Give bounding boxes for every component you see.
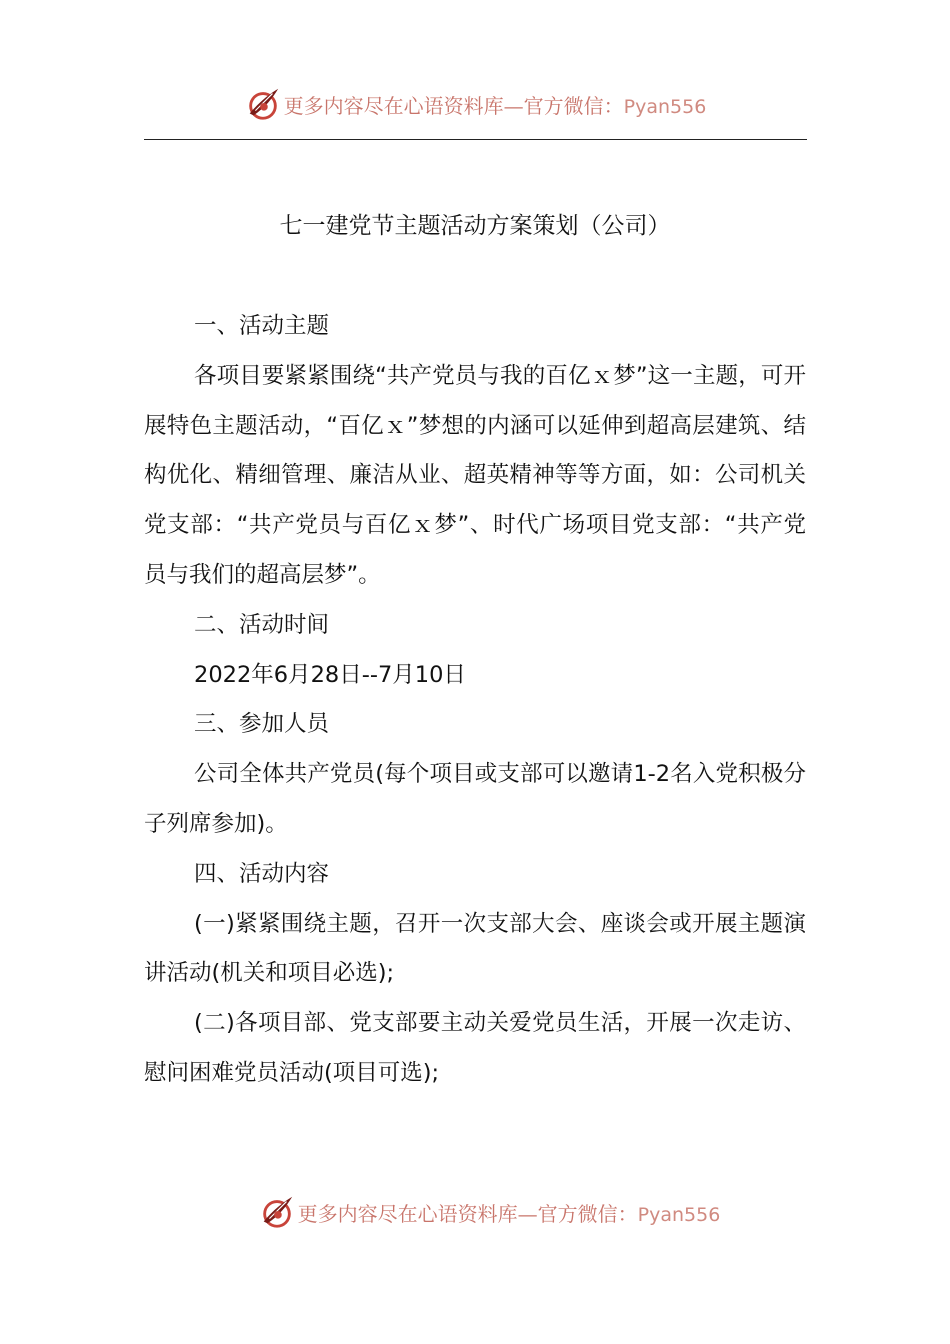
wechat-id: Pyan556 — [637, 1203, 721, 1226]
section-heading-content: 四、活动内容 — [194, 860, 330, 887]
document-title: 七一建党节主题活动方案策划（公司） — [279, 213, 671, 239]
section-heading-time: 二、活动时间 — [194, 611, 330, 638]
header-watermark-banner — [0, 82, 950, 126]
quill-pen-logo-icon — [258, 1193, 296, 1231]
paragraph-participants: 公司全体共产党员(每个项目或支部可以邀请1-2名入党积极分子列席参加)。 — [144, 761, 806, 837]
paragraph-content-item-1: (一)紧紧围绕主题，召开一次支部大会、座谈会或开展主题演讲活动(机关和项目必选); — [144, 910, 806, 987]
paragraph-theme: 各项目要紧紧围绕“共产党员与我的百亿ｘ梦”这一主题，可开展特色主题活动，“百亿ｘ”梦想的内涵可以延伸到超高层建筑、结构优化、精细管理、廉洁从业、超英精神等等方面，如：公司机关党支部：“共产党员与百亿ｘ梦”、时代广场项目党支部：“共产党员与我们的超高层梦”。 — [144, 362, 806, 588]
wechat-id: Pyan556 — [623, 95, 707, 118]
document-body — [144, 302, 806, 1099]
section-heading-theme: 一、活动主题 — [194, 313, 330, 339]
watermark-text: 更多内容尽在心语资料库—官方微信：Pyan556 — [283, 93, 707, 118]
section-heading-participants: 三、参加人员 — [194, 711, 330, 738]
watermark-text: 更多内容尽在心语资料库—官方微信：Pyan556 — [297, 1201, 721, 1226]
paragraph-content-item-2: (二)各项目部、党支部要主动关爱党员生活，开展一次走访、慰问困难党员活动(项目可选); — [144, 1010, 806, 1086]
paragraph-time: 2022年6月28日--7月10日 — [194, 661, 466, 688]
quill-pen-logo-icon — [244, 85, 282, 123]
header-divider — [144, 139, 807, 140]
footer-watermark-banner — [14, 1190, 950, 1234]
